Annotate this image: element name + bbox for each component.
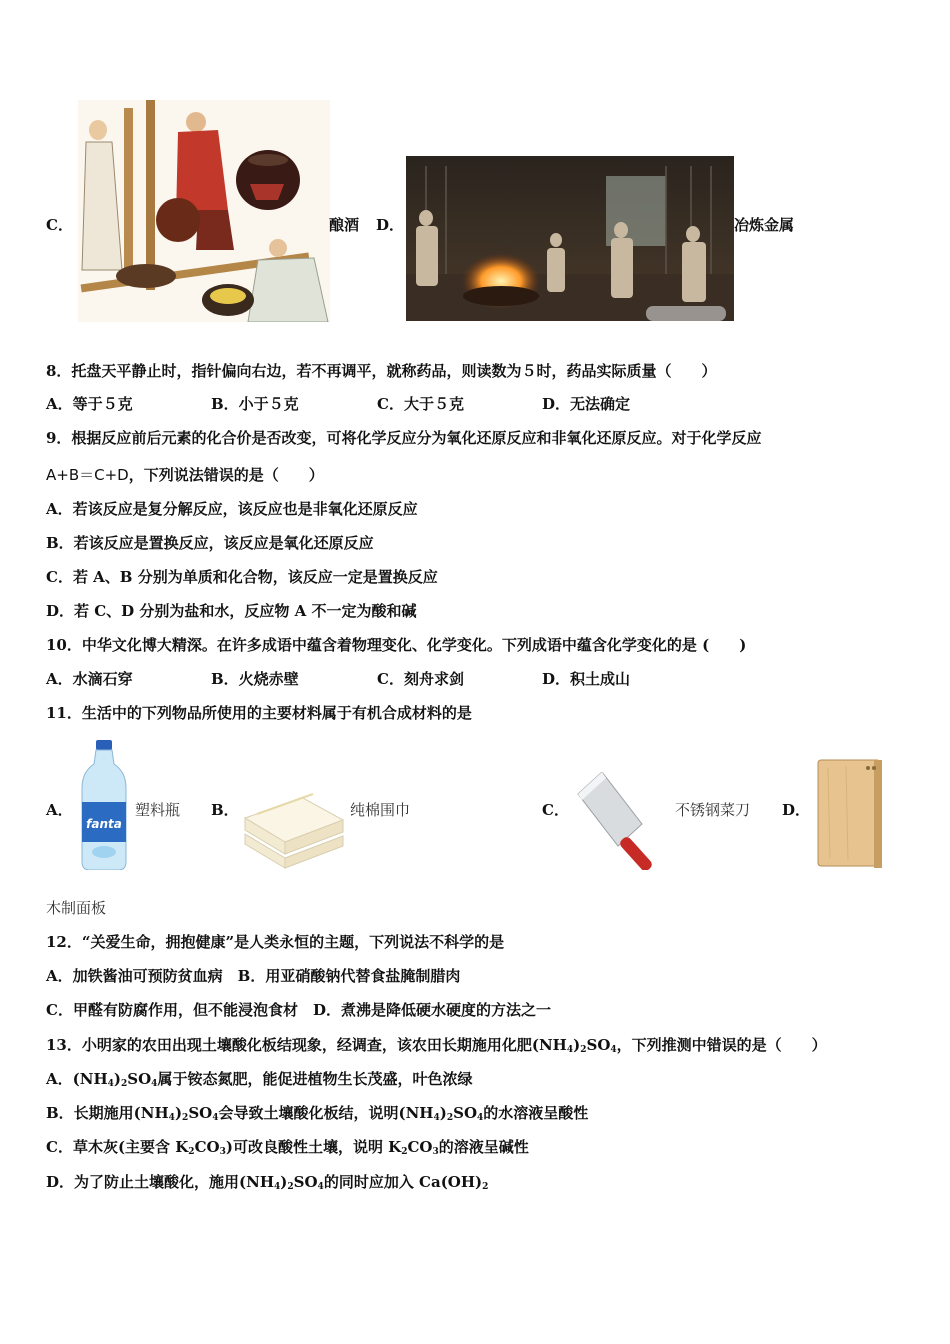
q13-b-sub4b: 4 [212, 1113, 219, 1123]
q13-stem-sub2: 2 [580, 1045, 587, 1055]
q13-a-sub2: 2 [121, 1079, 128, 1089]
q11-option-a-label: A． [46, 801, 73, 819]
q9-stem: 9．根据反应前后元素的化合价是否改变，可将化学反应分为氧化还原反应和非氧化还原反应。对于化学反应 [46, 429, 762, 447]
q13-a-sub4b: 4 [151, 1079, 158, 1089]
q11-option-b-label: B． [211, 801, 239, 819]
q13-b-paren2: ) [439, 1104, 447, 1122]
q13-c-mid: )可改良酸性土壤，说明 K [225, 1138, 402, 1156]
q13-stem-post: ，下列推测中错误的是（ ） [616, 1036, 827, 1054]
cotton-towel-image [243, 790, 345, 870]
q13-a-so: SO [127, 1070, 152, 1088]
q8-stem: 8．托盘天平静止时，指针偏向右边，若不再调平，就称药品，则读数为５时，药品实际质量（ ） [46, 362, 717, 380]
option-c-caption: 酿酒 [329, 216, 360, 234]
brewing-scene-icon [78, 100, 330, 322]
q9-option-c: C．若 A、B 分别为单质和化合物，该反应一定是置换反应 [46, 568, 438, 586]
q10-stem: 10．中华文化博大精深。在许多成语中蕴含着物理变化、化学变化。下列成语中蕴含化学变化的是 ( ) [46, 636, 747, 654]
q10-option-a: A．水滴石穿 [46, 670, 133, 688]
q13-b-paren: ) [174, 1104, 183, 1122]
q9-equation: A+B＝C+D [46, 466, 129, 484]
q13-b-sub2b: 2 [446, 1113, 454, 1123]
option-d-label: D． [376, 216, 405, 234]
q12-stem: 12．“关爱生命，拥抱健康”是人类永恒的主题，下列说法不科学的是 [46, 933, 505, 951]
q13-b-post: 的水溶液呈酸性 [483, 1104, 589, 1122]
q11-option-d-caption: 木制面板 [46, 899, 107, 917]
q13-c-sub2b: 2 [401, 1147, 408, 1157]
q13-a-post: 属于铵态氮肥，能促进植物生长茂盛，叶色浓绿 [157, 1070, 473, 1088]
q13-option-d [46, 1172, 488, 1197]
q13-b-so2: SO [453, 1104, 478, 1122]
q13-stem-paren: ) [573, 1036, 581, 1054]
q13-stem-so: SO [586, 1036, 611, 1054]
q13-d-pre: D．为了防止土壤酸化，施用(NH [46, 1173, 274, 1191]
q10-option-c: C．刻舟求剑 [377, 670, 464, 688]
cutting-board-icon [816, 758, 884, 870]
q13-d-mid: 的同时应加入 Ca(OH) [323, 1173, 483, 1191]
q13-d-so: SO [293, 1173, 318, 1191]
q13-stem-sub4b: 4 [610, 1045, 617, 1055]
q13-a-sub4: 4 [107, 1079, 114, 1089]
q13-a-pre: A．(NH [46, 1070, 108, 1088]
cleaver-icon [576, 772, 666, 870]
q11-option-c-label: C． [542, 801, 569, 819]
q9-option-d: D．若 C、D 分别为盐和水，反应物 A 不一定为酸和碱 [46, 602, 417, 620]
q13-option-c [46, 1137, 529, 1162]
q13-d-paren: ) [280, 1173, 288, 1191]
q13-stem-pre: 13．小明家的农田出现土壤酸化板结现象，经调查，该农田长期施用化肥(NH [46, 1036, 567, 1054]
q13-b-sub4c: 4 [433, 1113, 440, 1123]
q13-d-sub4b: 4 [317, 1182, 324, 1192]
q13-stem-sub4: 4 [566, 1045, 574, 1055]
q13-stem [46, 1035, 827, 1060]
q12-options-cd: C．甲醛有防腐作用，但不能浸泡食材 D．煮沸是降低硬水硬度的方法之一 [46, 1001, 551, 1019]
q13-b-so: SO [188, 1104, 213, 1122]
q11-stem: 11．生活中的下列物品所使用的主要材料属于有机合成材料的是 [46, 704, 472, 722]
q13-b-sub4d: 4 [477, 1113, 484, 1123]
q13-option-b [46, 1103, 588, 1128]
q12-options-ab: A．加铁酱油可预防贫血病 B．用亚硝酸钠代替食盐腌制腊肉 [46, 967, 461, 985]
q13-c-co2: CO [407, 1138, 433, 1156]
q8-option-c: C．大于５克 [377, 395, 464, 413]
smelting-scene-icon [406, 156, 734, 321]
q13-b-mid: 会导致土壤酸化板结，说明(NH [218, 1104, 434, 1122]
brewing-illustration [78, 100, 330, 322]
q9-stem-rest: ，下列说法错误的是（ ） [128, 466, 324, 484]
q13-c-co: CO [194, 1138, 220, 1156]
q13-a-paren: ) [113, 1070, 121, 1088]
q13-c-pre: C．草木灰(主要含 K [46, 1138, 189, 1156]
q13-c-sub3b: 3 [432, 1147, 439, 1157]
q11-option-c-caption: 不锈钢菜刀 [675, 801, 751, 819]
q13-b-pre: B．长期施用(NH [46, 1104, 169, 1122]
q8-option-d: D．无法确定 [542, 395, 631, 413]
option-d-caption: 冶炼金属 [734, 216, 795, 234]
plastic-bottle-image [80, 740, 128, 870]
q13-b-sub4: 4 [168, 1113, 175, 1123]
folded-towel-icon [243, 790, 345, 870]
q10-option-b: B．火烧赤壁 [211, 670, 299, 688]
q9-option-b: B．若该反应是置换反应，该反应是氧化还原反应 [46, 534, 374, 552]
q13-c-sub3: 3 [219, 1147, 226, 1157]
q11-option-a-caption: 塑料瓶 [135, 801, 181, 819]
option-c-label: C． [46, 216, 73, 234]
wooden-board-image [816, 758, 884, 870]
q13-b-sub2: 2 [182, 1113, 189, 1123]
q13-d-sub2: 2 [287, 1182, 294, 1192]
q10-option-d: D．积土成山 [542, 670, 631, 688]
plastic-bottle-icon [80, 740, 128, 870]
q9-stem-equation-line [46, 465, 324, 485]
q13-c-sub2: 2 [188, 1147, 195, 1157]
q8-option-b: B．小于５克 [211, 395, 299, 413]
steel-knife-image [576, 772, 666, 870]
q13-c-post: 的溶液呈碱性 [438, 1138, 529, 1156]
q13-option-a [46, 1069, 472, 1094]
q9-option-a: A．若该反应是复分解反应，该反应也是非氧化还原反应 [46, 500, 418, 518]
q8-option-a: A．等于５克 [46, 395, 133, 413]
bottle-brand-text: fanta [86, 817, 122, 831]
q11-option-d-label: D． [782, 801, 811, 819]
q13-d-sub4: 4 [274, 1182, 281, 1192]
smelting-photo [406, 156, 734, 321]
q11-option-b-caption: 纯棉围巾 [350, 801, 411, 819]
q13-d-sub2b: 2 [482, 1182, 489, 1192]
